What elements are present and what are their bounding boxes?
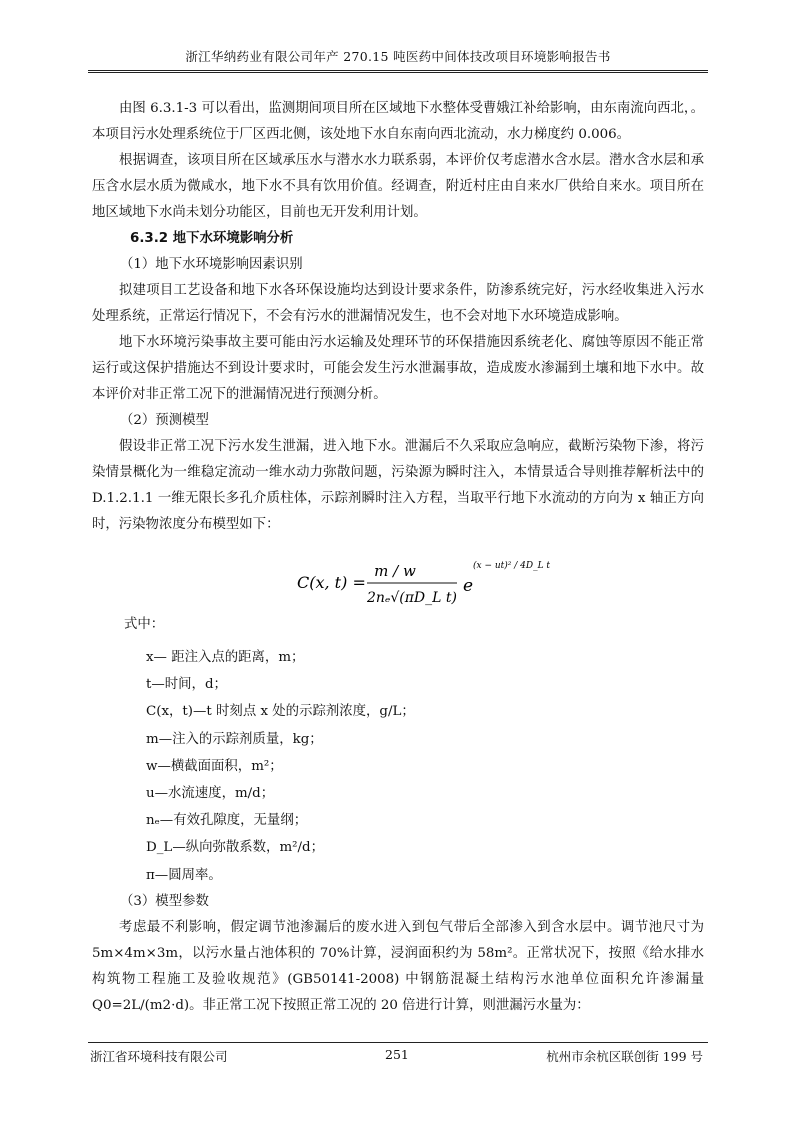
subsection-label: （2）预测模型: [120, 413, 209, 428]
formula-e: e: [463, 576, 474, 596]
footer-company: 浙江省环境科技有限公司: [90, 1049, 228, 1064]
definition-item: nₑ—有效孔隙度，无量纲；: [146, 813, 308, 829]
paragraph: 考虑最不利影响，假定调节池渗漏后的废水进入到包气带后全部渗入到含水层中。调节池尺寸为 5m×4m×3m，以污水量占池体积的 70%计算，浸润面积约为 58m²。正常状况下，按照《给水排水构筑物工程施工及验收规范》(GB50141-2008) 中钢筋混凝土结构污水池单位面积允许渗漏量 Q0=2L/(m2·d)。非正常工况下按照正常工况的 20 倍进行计算，则泄漏污水量为：: [92, 919, 704, 1013]
formula-numerator: m / w: [374, 562, 416, 580]
subsection-label: （3）模型参数: [120, 893, 209, 909]
paragraph: 拟建项目工艺设备和地下水各环保设施均达到设计要求条件，防渗系统完好，污水经收集进入污水处理系统，正常运行情况下，不会有污水的泄漏情况发生，也不会对地下水环境造成影响。: [92, 283, 704, 324]
paragraph: 地下水环境污染事故主要可能由污水运输及处理环节的环保措施因系统老化、腐蚀等原因不能正常运行或这保护措施达不到设计要求时，可能会发生污水泄漏事故，造成废水渗漏到土壤和地下水中。故本评价对非正常工况下的泄漏情况进行预测分析。: [92, 335, 704, 402]
concentration-formula: [92, 538, 704, 612]
definition-item: t—时间，d；: [146, 677, 227, 693]
definition-item: u—水流速度，m/d；: [146, 786, 275, 802]
paragraph: 由图 6.3.1-3 可以看出，监测期间项目所在区域地下水整体受曹娥江补给影响，由东南流向西北，。本项目污水处理系统位于厂区西北侧，该处地下水自东南向西北流动，水力梯度约 0.006。: [92, 101, 704, 142]
definition-item: x— 距注入点的距离，m；: [146, 650, 305, 665]
page-body: [92, 96, 704, 1019]
footer-rule: [88, 1042, 708, 1043]
definition-item: C(x，t)—t 时刻点 x 处的示踪剂浓度，g/L；: [146, 704, 415, 720]
header-rule-secondary: [88, 72, 708, 73]
definition-item: π—圆周率。: [146, 867, 222, 883]
paragraph: 根据调查，该项目所在区域承压水与潜水水力联系弱，本评价仅考虑潜水含水层。潜水含水层和承压含水层水质为微咸水，地下水不具有饮用价值。经调查，附近村庄由自来水厂供给自来水。项目所在地区域地下水尚未划分功能区，目前也无开发利用计划。: [92, 153, 704, 220]
formula-denominator: 2nₑ√(πD_L t): [367, 590, 457, 606]
section-heading: 6.3.2 地下水环境影响分析: [130, 231, 294, 246]
paragraph: 假设非正常工况下污水发生泄漏，进入地下水。泄漏后不久采取应急响应，截断污染物下渗，将污染情景概化为一维稳定流动一维水动力弥散问题，污染源为瞬时注入，本情景适合导则推荐解析法中的 D.1.2.1.1 一维无限长多孔介质柱体，示踪剂瞬时注入方程，当取平行地下水流动的方向为 x 轴正方向时，污染物浓度分布模型如下：: [92, 439, 704, 532]
definition-item: w—横截面面积，m²；: [146, 758, 283, 774]
formula-lhs: C(x, t) =: [297, 573, 366, 592]
page-number: 251: [385, 1047, 409, 1062]
page-header: 浙江华纳药业有限公司年产 270.15 吨医药中间体技改项目环境影响报告书: [185, 49, 611, 64]
footer-address: 杭州市余杭区联创街 199 号: [546, 1049, 703, 1064]
definition-item: m—注入的示踪剂质量，kg；: [146, 731, 323, 747]
header-rule: [88, 70, 708, 71]
subsection-label: （1）地下水环境影响因素识别: [120, 257, 303, 272]
formula-exponent: (x − ut)² / 4D_L t: [473, 561, 551, 571]
where-label: 式中：: [124, 617, 165, 632]
definition-item: D_L—纵向弥散系数，m²/d；: [146, 840, 324, 856]
